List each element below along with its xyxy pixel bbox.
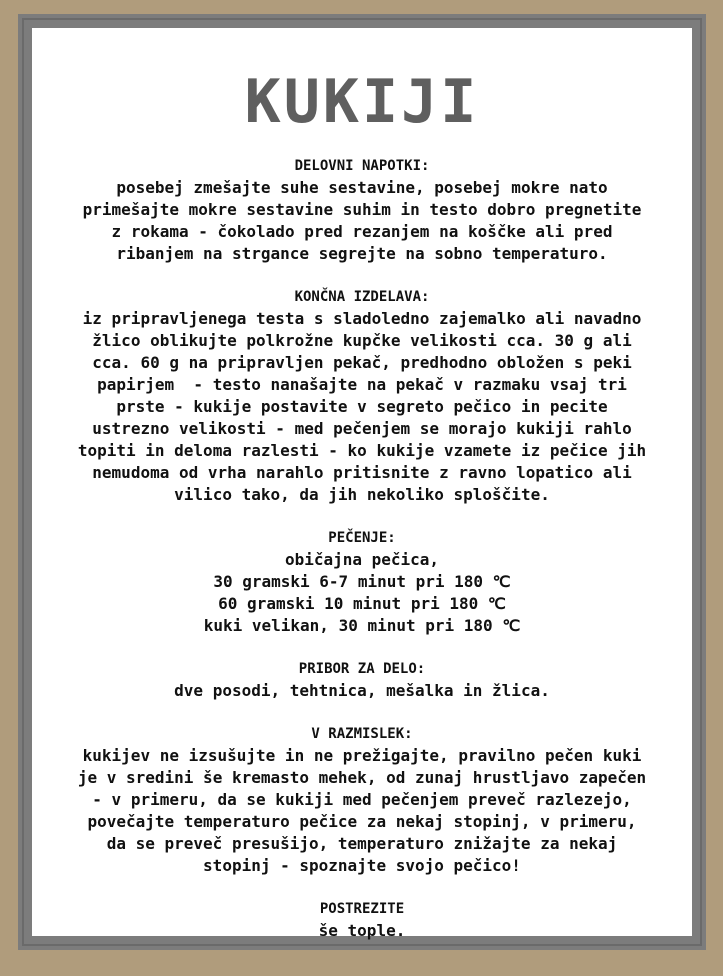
- recipe-frame: [18, 14, 706, 950]
- text-line: posebej zmešajte suhe sestavine, posebej mokre nato: [116, 178, 608, 197]
- section-postrezite: [32, 899, 692, 942]
- section-heading: PEČENJE:: [328, 530, 396, 546]
- section-heading: PRIBOR ZA DELO:: [298, 661, 426, 677]
- text-line: je v sredini še kremasto mehek, od zunaj hrustljavo zapečen: [77, 768, 647, 787]
- section-heading: V RAZMISLEK:: [311, 726, 413, 742]
- text-line: primešajte mokre sestavine suhim in testo dobro pregnetite: [82, 200, 642, 219]
- text-line: z rokama - čokolado pred rezanjem na koščke ali pred: [111, 222, 613, 241]
- text-line: kuki velikan, 30 minut pri 180 ℃: [203, 616, 521, 635]
- text-line: kukijev ne izsušujte in ne prežigajte, pravilno pečen kuki: [82, 746, 642, 765]
- text-line: stopinj - spoznajte svojo pečico!: [203, 856, 521, 875]
- text-line: prste - kukije postavite v segreto pečico in pecite: [116, 397, 608, 416]
- text-line: še tople.: [318, 921, 406, 940]
- section-heading: KONČNA IZDELAVA:: [294, 289, 430, 305]
- text-line: dve posodi, tehtnica, mešalka in žlica.: [174, 681, 550, 700]
- text-line: da se preveč presušijo, temperaturo znižajte za nekaj: [106, 834, 618, 853]
- section-pribor-za-delo: [32, 659, 692, 702]
- text-line: žlico oblikujte polkrožne kupčke velikosti cca. 30 g ali: [92, 331, 632, 350]
- section-heading: POSTREZITE: [319, 901, 405, 917]
- text-line: ustrezno velikosti - med pečenjem se morajo kukiji rahlo: [92, 419, 632, 438]
- recipe-card: [32, 28, 692, 940]
- text-line: cca. 60 g na pripravljen pekač, predhodno obložen s peki: [92, 353, 632, 372]
- text-line: ribanjem na strgance segrejte na sobno temperaturo.: [116, 244, 608, 263]
- text-line: 30 gramski 6-7 minut pri 180 ℃: [213, 572, 511, 591]
- text-line: topiti in deloma razlesti - ko kukije vzamete iz pečice jih: [77, 441, 647, 460]
- text-line: papirjem - testo nanašajte na pekač v razmaku vsaj tri: [97, 375, 627, 394]
- section-koncna-izdelava: [32, 287, 692, 506]
- section-delovni-napotki: [32, 156, 692, 265]
- text-line: vilico tako, da jih nekoliko sploščite.: [174, 485, 550, 504]
- text-line: - v primeru, da se kukiji med pečenjem preveč razlezejo,: [92, 790, 632, 809]
- text-line: iz pripravljenega testa s sladoledno zajemalko ali navadno: [82, 309, 642, 328]
- text-line: povečajte temperaturo pečice za nekaj stopinj, v primeru,: [87, 812, 637, 831]
- text-line: 60 gramski 10 minut pri 180 ℃: [218, 594, 506, 613]
- recipe-title: KUKIJI: [244, 67, 480, 137]
- section-heading: DELOVNI NAPOTKI:: [294, 158, 430, 174]
- section-v-razmislek: [32, 724, 692, 877]
- section-pecenje: [32, 528, 692, 637]
- text-line: običajna pečica,: [284, 550, 440, 569]
- text-line: nemudoma od vrha narahlo pritisnite z ravno lopatico ali: [92, 463, 632, 482]
